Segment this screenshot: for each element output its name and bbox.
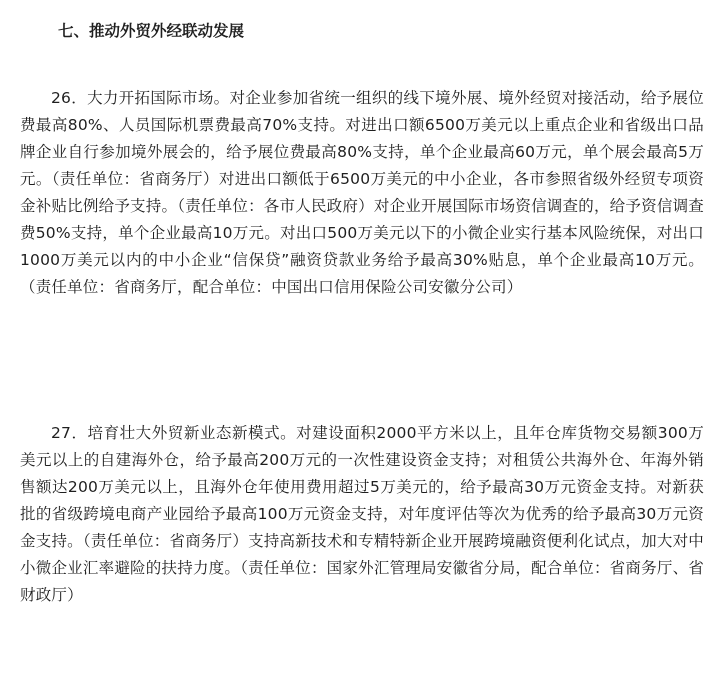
paragraph-26: 26．大力开拓国际市场。对企业参加省统一组织的线下境外展、境外经贸对接活动，给予展位费最高80%、人员国际机票费最高70%支持。对进出口额6500万美元以上重点企业和省级出口品牌企业自行参加境外展会的，给予展位费最高80%支持，单个企业最高60万元，单个展会最高5万元。（责任单位：省商务厅）对进出口额低于6500万美元的中小企业，各市参照省级外经贸专项资金补贴比例给予支持。（责任单位：各市人民政府）对企业开展国际市场资信调查的，给予资信调查费50%支持，单个企业最高10万元。对出口500万美元以下的小微企业实行基本风险统保，对出口1000万美元以内的中小企业“信保贷”融资贷款业务给予最高30%贴息，单个企业最高10万元。（责任单位：省商务厅，配合单位：中国出口信用保险公司安徽分公司）: [20, 89, 704, 296]
paragraph-27: 27．培育壮大外贸新业态新模式。对建设面积2000平方米以上，且年仓库货物交易额300万美元以上的自建海外仓，给予最高200万元的一次性建设资金支持；对租赁公共海外仓、年海外销售额达200万美元以上，且海外仓年使用费用超过5万美元的，给予最高30万元资金支持。对新获批的省级跨境电商产业园给予最高100万元资金支持，对年度评估等次为优秀的给予最高30万元资金支持。（责任单位：省商务厅）支持高新技术和专精特新企业开展跨境融资便利化试点，加大对中小微企业汇率避险的扶持力度。（责任单位：国家外汇管理局安徽省分局，配合单位：省商务厅、省财政厅）: [20, 424, 704, 604]
section-heading: 七、推动外贸外经联动发展: [58, 22, 245, 40]
